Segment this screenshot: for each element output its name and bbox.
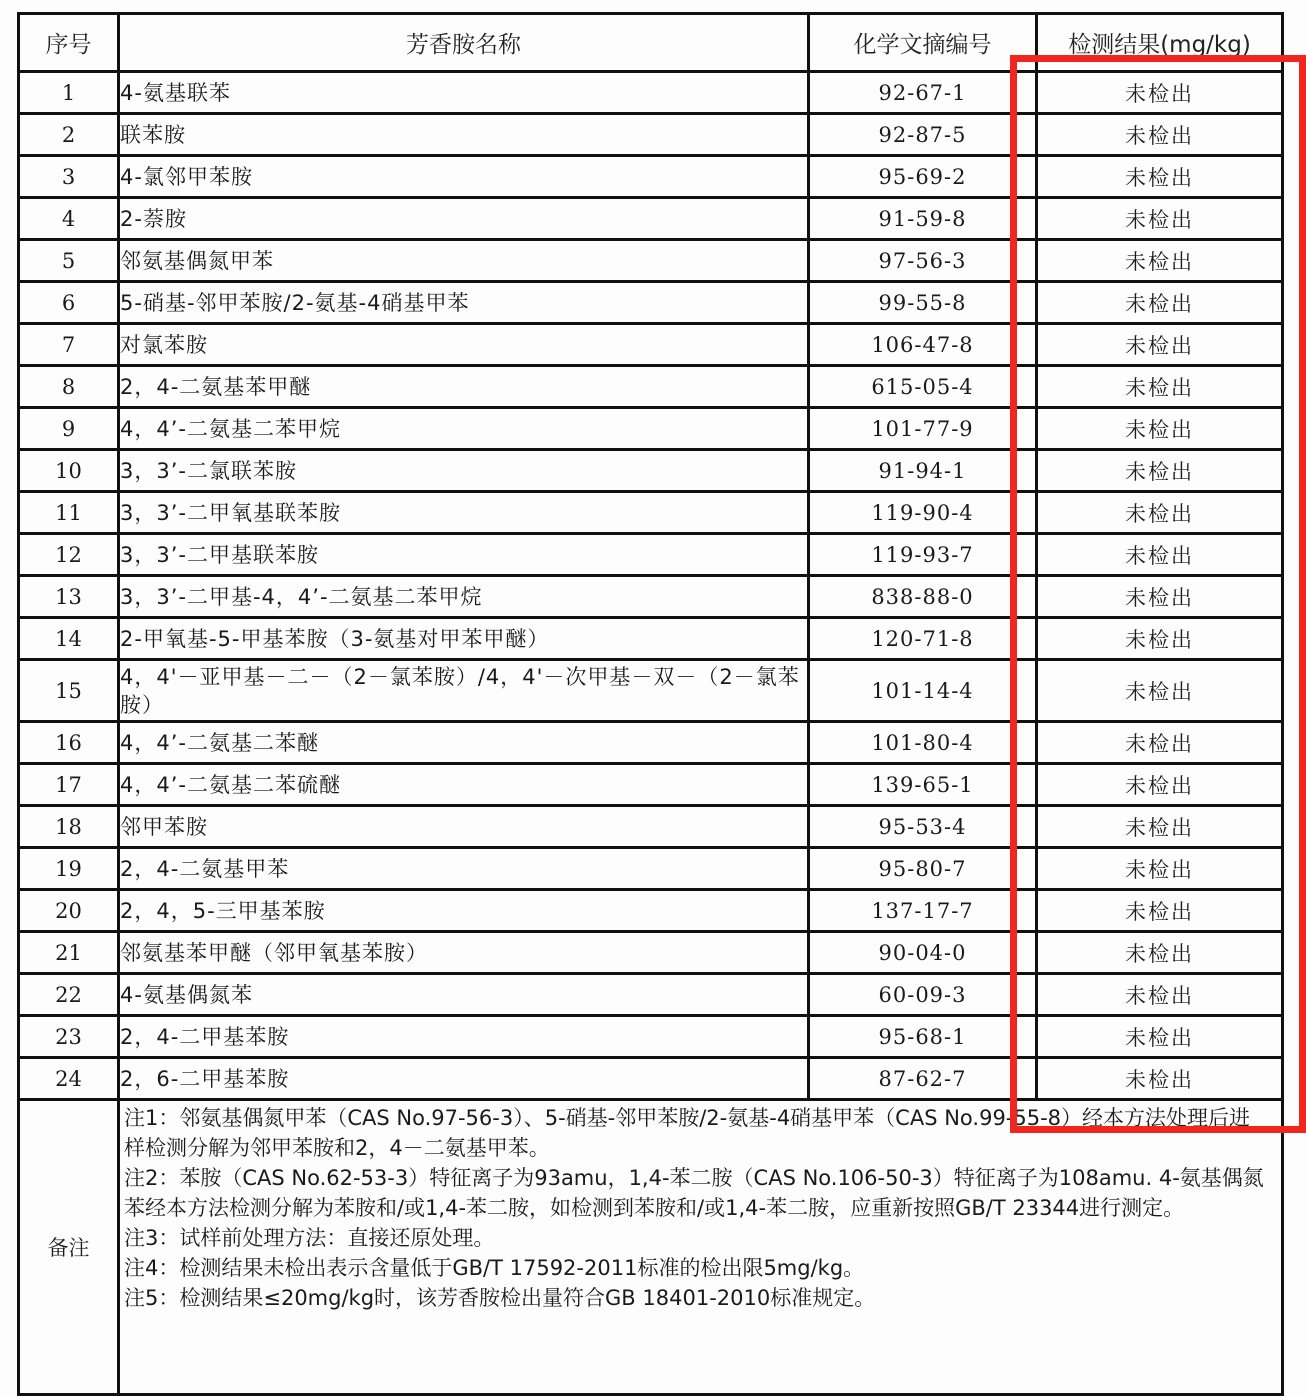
table-row <box>19 450 1283 492</box>
test-result: 未检出 <box>1037 534 1283 576</box>
amine-name: 3，3’-二甲基联苯胺 <box>119 534 809 576</box>
table-row <box>19 408 1283 450</box>
cas-number: 615-05-4 <box>809 366 1037 408</box>
cas-number: 60-09-3 <box>809 974 1037 1016</box>
amine-name: 2，6-二甲基苯胺 <box>119 1058 809 1100</box>
note-4: 注4：检测结果未检出表示含量低于GB/T 17592-2011标准的检出限5mg/kg。 <box>124 1256 865 1280</box>
row-number: 10 <box>19 450 119 492</box>
test-result: 未检出 <box>1037 1016 1283 1058</box>
cas-number: 92-67-1 <box>809 72 1037 114</box>
table-row <box>19 576 1283 618</box>
amine-name: 4-氨基偶氮苯 <box>119 974 809 1016</box>
row-number: 1 <box>19 72 119 114</box>
test-result: 未检出 <box>1037 492 1283 534</box>
table-row <box>19 890 1283 932</box>
amine-name: 4，4'－亚甲基－二－（2－氯苯胺）/4，4'－次甲基－双－（2－氯苯胺） <box>119 660 809 722</box>
cas-number: 95-68-1 <box>809 1016 1037 1058</box>
row-number: 2 <box>19 114 119 156</box>
cas-number: 106-47-8 <box>809 324 1037 366</box>
test-result: 未检出 <box>1037 324 1283 366</box>
table-row <box>19 764 1283 806</box>
amine-name: 3，3’-二氯联苯胺 <box>119 450 809 492</box>
row-number: 20 <box>19 890 119 932</box>
row-number: 21 <box>19 932 119 974</box>
test-result: 未检出 <box>1037 974 1283 1016</box>
table-row <box>19 932 1283 974</box>
cas-number: 87-62-7 <box>809 1058 1037 1100</box>
header-amine-name: 芳香胺名称 <box>119 14 809 72</box>
test-result: 未检出 <box>1037 240 1283 282</box>
row-number: 18 <box>19 806 119 848</box>
row-number: 7 <box>19 324 119 366</box>
test-result: 未检出 <box>1037 72 1283 114</box>
table-row <box>19 240 1283 282</box>
amine-name: 4-氯邻甲苯胺 <box>119 156 809 198</box>
cas-number: 101-80-4 <box>809 722 1037 764</box>
test-result: 未检出 <box>1037 932 1283 974</box>
cas-number: 139-65-1 <box>809 764 1037 806</box>
table-row <box>19 366 1283 408</box>
table-row <box>19 282 1283 324</box>
table-row <box>19 114 1283 156</box>
row-number: 4 <box>19 198 119 240</box>
amine-name: 联苯胺 <box>119 114 809 156</box>
note-2: 注2：苯胺（CAS No.62-53-3）特征离子为93amu，1,4-苯二胺（CAS No.106-50-3）特征离子为108amu. 4-氨基偶氮苯经本方法检测分解为苯胺和/或1,4-苯二胺，如检测到苯胺和/或1,4-苯二胺，应重新按照GB/T 23344进行测定。 <box>124 1166 1264 1220</box>
test-result: 未检出 <box>1037 660 1283 722</box>
cas-number: 95-53-4 <box>809 806 1037 848</box>
test-result: 未检出 <box>1037 764 1283 806</box>
table-row <box>19 848 1283 890</box>
row-number: 11 <box>19 492 119 534</box>
cas-number: 119-90-4 <box>809 492 1037 534</box>
test-result: 未检出 <box>1037 450 1283 492</box>
remarks-row <box>19 1100 1283 1395</box>
cas-number: 101-14-4 <box>809 660 1037 722</box>
cas-number: 137-17-7 <box>809 890 1037 932</box>
table-header-row <box>19 14 1283 72</box>
cas-number: 91-59-8 <box>809 198 1037 240</box>
amine-name: 3，3’-二甲氧基联苯胺 <box>119 492 809 534</box>
test-result: 未检出 <box>1037 198 1283 240</box>
amine-name: 4，4’-二氨基二苯醚 <box>119 722 809 764</box>
aromatic-amine-results-table <box>17 12 1284 1396</box>
test-result: 未检出 <box>1037 806 1283 848</box>
table-row <box>19 618 1283 660</box>
amine-name: 4，4’-二氨基二苯甲烷 <box>119 408 809 450</box>
table-row <box>19 534 1283 576</box>
remarks-notes <box>119 1100 1283 1395</box>
note-3: 注3：试样前处理方法：直接还原处理。 <box>124 1226 495 1250</box>
amine-name: 5-硝基-邻甲苯胺/2-氨基-4硝基甲苯 <box>119 282 809 324</box>
cas-number: 101-77-9 <box>809 408 1037 450</box>
table-row <box>19 1016 1283 1058</box>
cas-number: 95-69-2 <box>809 156 1037 198</box>
cas-number: 91-94-1 <box>809 450 1037 492</box>
row-number: 3 <box>19 156 119 198</box>
amine-name: 邻氨基偶氮甲苯 <box>119 240 809 282</box>
test-result: 未检出 <box>1037 114 1283 156</box>
amine-name: 2，4-二氨基苯甲醚 <box>119 366 809 408</box>
table-row <box>19 72 1283 114</box>
cas-number: 97-56-3 <box>809 240 1037 282</box>
header-serial-number: 序号 <box>19 14 119 72</box>
table-row <box>19 974 1283 1016</box>
table-row <box>19 156 1283 198</box>
note-5: 注5：检测结果≤20mg/kg时，该芳香胺检出量符合GB 18401-2010标准规定。 <box>124 1286 876 1310</box>
row-number: 14 <box>19 618 119 660</box>
amine-name: 2-甲氧基-5-甲基苯胺（3-氨基对甲苯甲醚） <box>119 618 809 660</box>
row-number: 23 <box>19 1016 119 1058</box>
amine-name: 2，4，5-三甲基苯胺 <box>119 890 809 932</box>
table-row <box>19 1058 1283 1100</box>
amine-name: 2，4-二氨基甲苯 <box>119 848 809 890</box>
table-row <box>19 324 1283 366</box>
amine-name: 4-氨基联苯 <box>119 72 809 114</box>
header-test-result: 检测结果(mg/kg) <box>1037 14 1283 72</box>
amine-name: 邻甲苯胺 <box>119 806 809 848</box>
cas-number: 119-93-7 <box>809 534 1037 576</box>
amine-name: 2-萘胺 <box>119 198 809 240</box>
row-number: 22 <box>19 974 119 1016</box>
remarks-label: 备注 <box>19 1100 119 1395</box>
table-row <box>19 806 1283 848</box>
row-number: 12 <box>19 534 119 576</box>
table-row <box>19 660 1283 722</box>
cas-number: 90-04-0 <box>809 932 1037 974</box>
row-number: 6 <box>19 282 119 324</box>
note-1: 注1：邻氨基偶氮甲苯（CAS No.97-56-3）、5-硝基-邻甲苯胺/2-氨基-4硝基甲苯（CAS No.99-55-8）经本方法处理后进样检测分解为邻甲苯胺和2，4－二氨基甲苯。 <box>124 1106 1251 1160</box>
test-report-sheet <box>17 12 1281 1396</box>
test-result: 未检出 <box>1037 618 1283 660</box>
test-result: 未检出 <box>1037 408 1283 450</box>
amine-name: 4，4’-二氨基二苯硫醚 <box>119 764 809 806</box>
row-number: 9 <box>19 408 119 450</box>
test-result: 未检出 <box>1037 848 1283 890</box>
header-cas-number: 化学文摘编号 <box>809 14 1037 72</box>
cas-number: 99-55-8 <box>809 282 1037 324</box>
test-result: 未检出 <box>1037 156 1283 198</box>
amine-name: 2，4-二甲基苯胺 <box>119 1016 809 1058</box>
amine-name: 邻氨基苯甲醚（邻甲氧基苯胺） <box>119 932 809 974</box>
amine-name: 对氯苯胺 <box>119 324 809 366</box>
row-number: 17 <box>19 764 119 806</box>
row-number: 13 <box>19 576 119 618</box>
test-result: 未检出 <box>1037 890 1283 932</box>
cas-number: 92-87-5 <box>809 114 1037 156</box>
test-result: 未检出 <box>1037 722 1283 764</box>
row-number: 15 <box>19 660 119 722</box>
cas-number: 120-71-8 <box>809 618 1037 660</box>
test-result: 未检出 <box>1037 1058 1283 1100</box>
cas-number: 95-80-7 <box>809 848 1037 890</box>
amine-name: 3，3’-二甲基-4，4’-二氨基二苯甲烷 <box>119 576 809 618</box>
test-result: 未检出 <box>1037 282 1283 324</box>
row-number: 5 <box>19 240 119 282</box>
table-row <box>19 492 1283 534</box>
test-result: 未检出 <box>1037 576 1283 618</box>
row-number: 24 <box>19 1058 119 1100</box>
row-number: 8 <box>19 366 119 408</box>
table-row <box>19 198 1283 240</box>
table-row <box>19 722 1283 764</box>
cas-number: 838-88-0 <box>809 576 1037 618</box>
row-number: 16 <box>19 722 119 764</box>
test-result: 未检出 <box>1037 366 1283 408</box>
row-number: 19 <box>19 848 119 890</box>
